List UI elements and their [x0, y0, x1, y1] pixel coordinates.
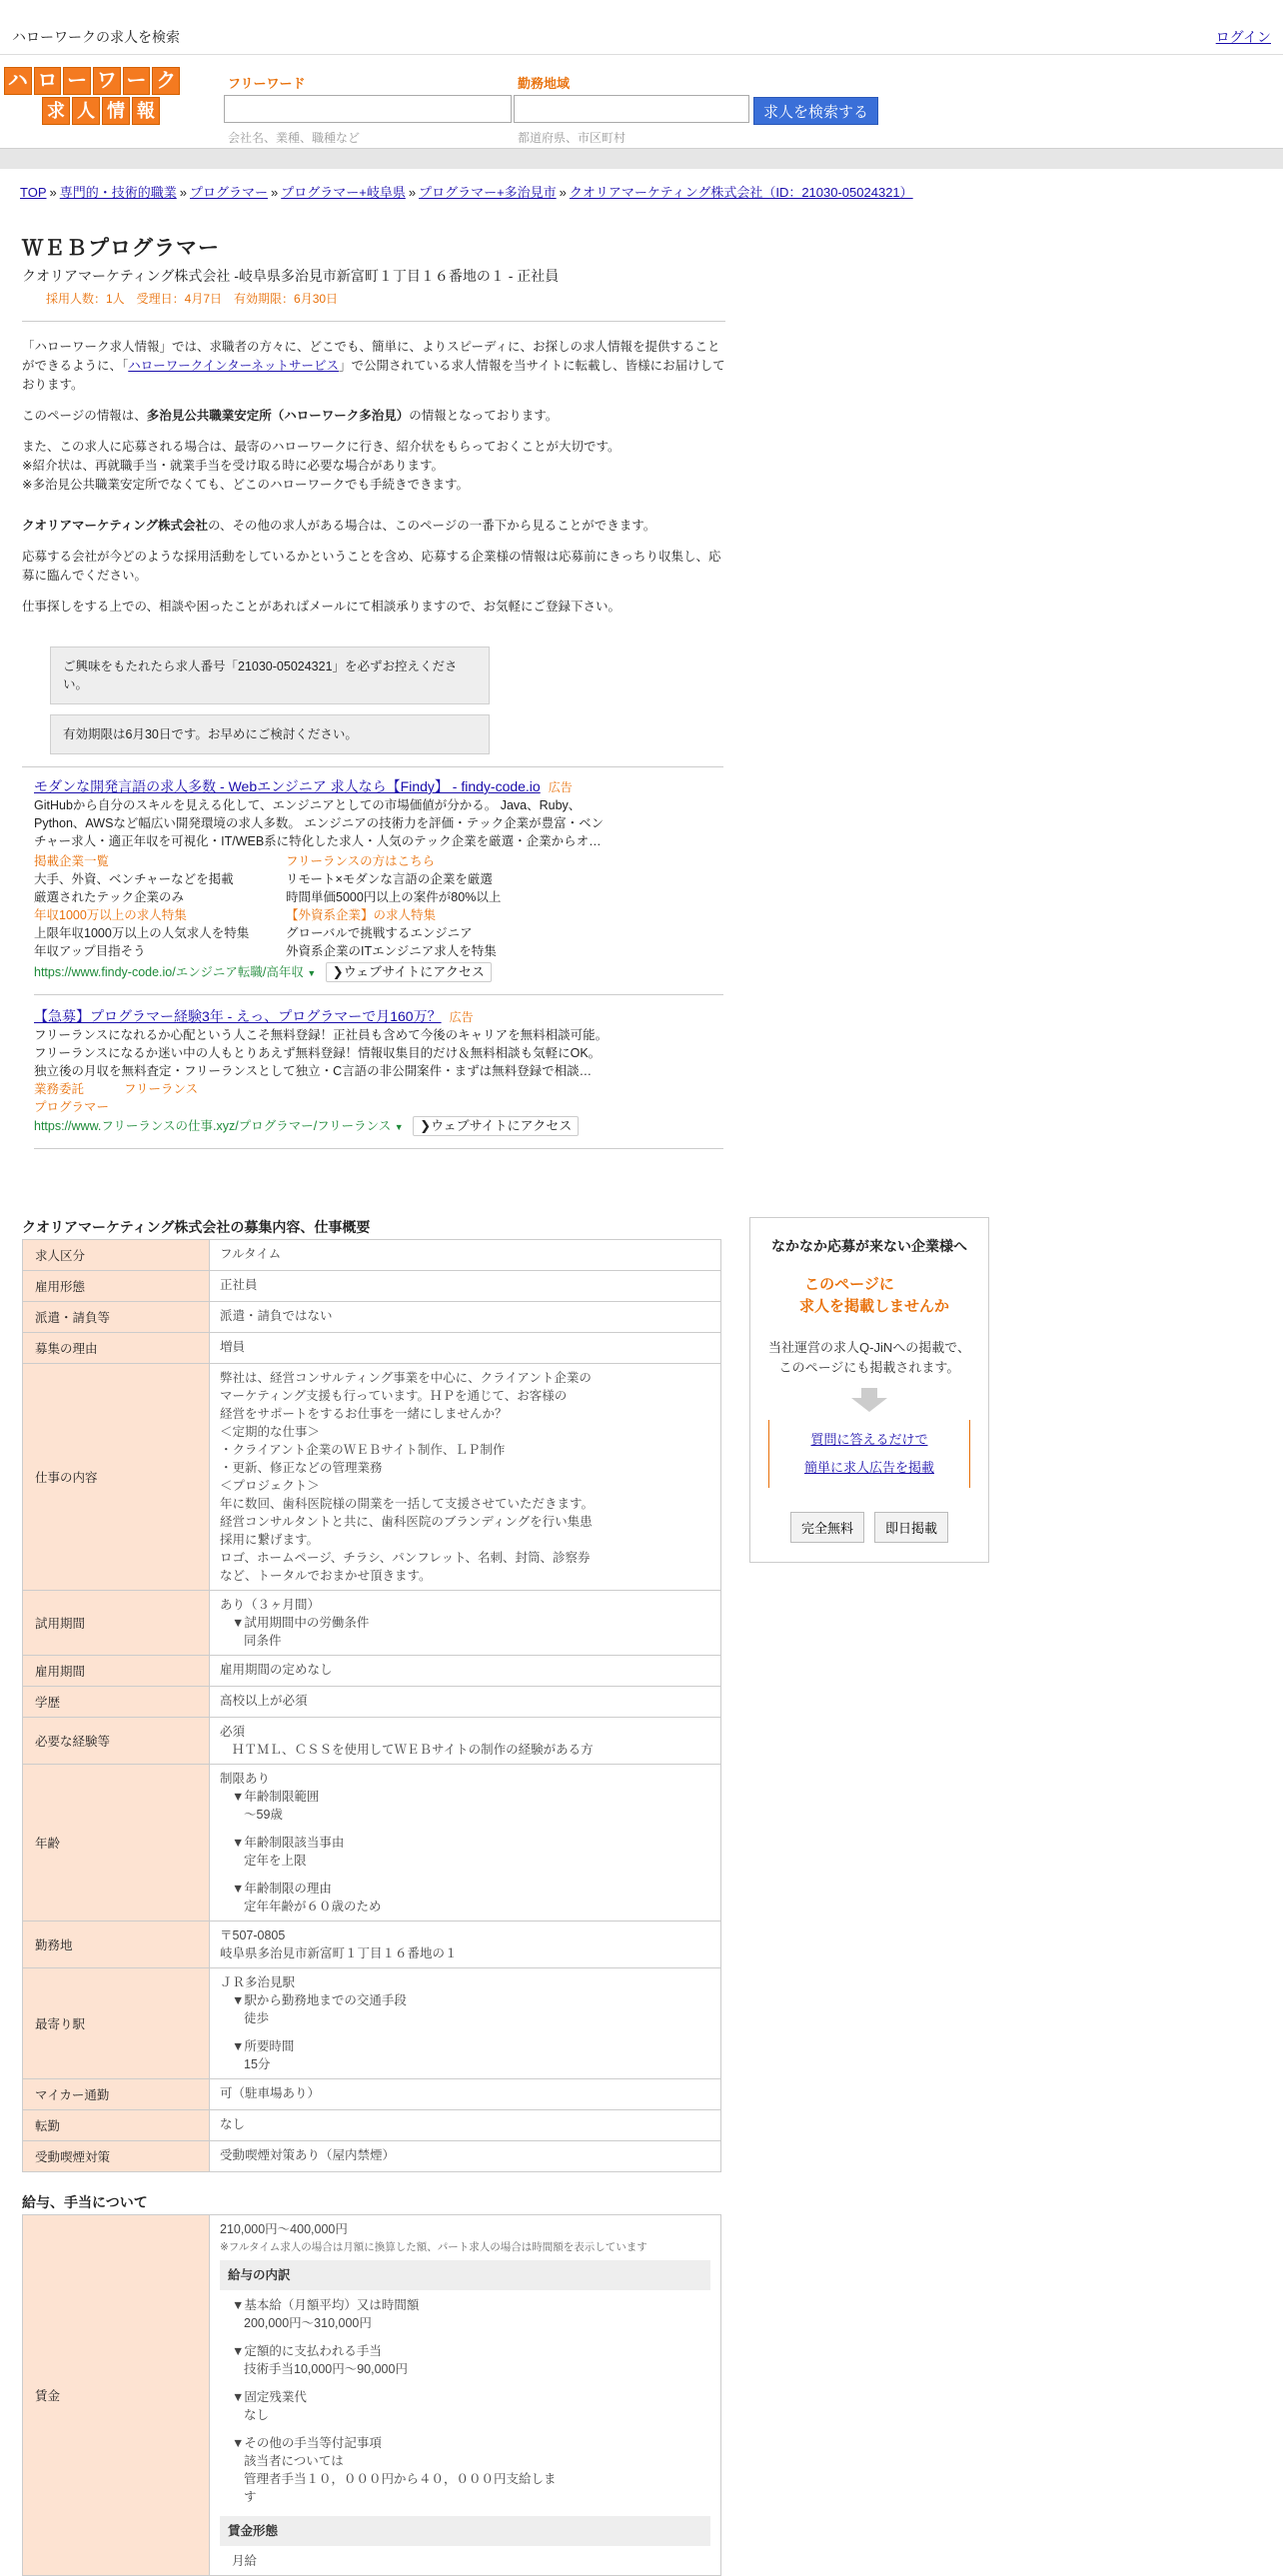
value-line: 定年年齢が６０歳のため: [244, 1900, 382, 1914]
row-value: 派遣・請負ではない: [210, 1302, 721, 1333]
value-line: あり（３ヶ月間）: [220, 1598, 321, 1612]
salary-breakdown-heading: 給与の内訳: [220, 2260, 710, 2290]
breadcrumb-separator: »: [559, 185, 567, 200]
search-header: [0, 55, 1283, 147]
row-value: [210, 1591, 721, 1656]
postal-code: 〒507-0805: [220, 1929, 286, 1942]
table-row: [23, 2079, 721, 2110]
ad-title-link[interactable]: モダンな開発言語の求人多数 - Webエンジニア 求人なら【Findy】 - findy-code.io: [34, 778, 541, 794]
row-label: 転勤: [23, 2110, 210, 2141]
ad-desc-line: GitHubから自分のスキルを見える化して、エンジニアとしての市場価値が分かる。 Java、Ruby、: [34, 798, 582, 812]
ad-tag[interactable]: 業務委託: [34, 1082, 85, 1096]
row-label: 勤務地: [23, 1922, 210, 1968]
logo-char: ワ: [93, 67, 121, 95]
row-label: 試用期間: [23, 1591, 210, 1656]
sidebar-catch: [750, 1274, 988, 1318]
desc-line: ・更新、修正などの管理業務: [220, 1461, 383, 1475]
divider: [22, 321, 725, 322]
row-label: 雇用形態: [23, 1271, 210, 1302]
sitelink-line: 大手、外資、ベンチャーなどを掲載: [34, 872, 234, 886]
ad-url[interactable]: https://www.findy-code.io/エンジニア転職/高年収: [34, 965, 304, 979]
table-row: [23, 1271, 721, 1302]
row-value: [210, 1718, 721, 1765]
desc-line: 経営をサポートをするお仕事を一緒にしませんか？: [220, 1407, 508, 1421]
sidebar-links: [768, 1420, 970, 1488]
value-line: 必須: [220, 1725, 246, 1739]
value-line: 200,000円〜310,000円: [244, 2316, 372, 2330]
main-content: [22, 232, 725, 2576]
desc-line: ＜プロジェクト＞: [220, 1479, 320, 1493]
visit-label: ウェブサイトにアクセス: [431, 1118, 573, 1133]
value-line: 徒歩: [244, 2011, 270, 2025]
table-row: [23, 1364, 721, 1591]
breadcrumb-separator: »: [179, 185, 187, 200]
ad-description: [34, 796, 719, 850]
logo-char: 求: [42, 97, 70, 125]
value-line: 定年を上限: [244, 1854, 307, 1868]
value-line: 月給: [232, 2554, 258, 2568]
value-subheading: ▼年齢制限の理由: [232, 1882, 332, 1896]
desc-line: ロゴ、ホームページ、チラシ、パンフレット、名刺、封筒、診察券: [220, 1551, 591, 1565]
advertise-sidebar: [749, 1217, 989, 1563]
sitelink-line: 厳選されたテック企業のみ: [34, 890, 185, 904]
sitelink-heading: フリーランスの方はこちら: [286, 854, 436, 868]
desc-line: 弊社は、経営コンサルティング事業を中心に、クライアント企業の: [220, 1371, 592, 1385]
row-value: なし: [210, 2110, 721, 2141]
desc-line: マーケティング支援も行っています。ＨＰを通じて、お客様の: [220, 1389, 568, 1403]
sidebar-link-question[interactable]: 質問に答えるだけで: [810, 1432, 928, 1447]
keyword-input[interactable]: [224, 95, 512, 123]
row-value: 正社員: [210, 1271, 721, 1302]
consult-paragraph: 仕事探しをする上での、相談や困ったことがあればメールにて相談承りますので、お気軽にご登録下さい。: [22, 600, 622, 614]
ad-label: 広告: [449, 1010, 474, 1024]
ad-description: [34, 1026, 719, 1080]
row-value: 受動喫煙対策あり（屋内禁煙）: [210, 2141, 721, 2172]
row-label: マイカー通勤: [23, 2079, 210, 2110]
down-arrow-icon: [750, 1388, 988, 1412]
desc-line: など、トータルでおまかせ頂きます。: [220, 1569, 432, 1583]
row-label: 必要な経験等: [23, 1718, 210, 1765]
table-row: [23, 1240, 721, 1271]
row-label: 学歴: [23, 1687, 210, 1718]
desc-line: 経営コンサルタントと共に、歯科医院のブランディングを行い集患: [220, 1515, 593, 1529]
job-meta: 採用人数：1人 受理日：4月7日 有効期限：6月30日: [46, 292, 339, 306]
salary-value: [210, 2215, 721, 2576]
table-row: [23, 2110, 721, 2141]
ad-sitelink[interactable]: [34, 906, 286, 960]
hellowork-logo[interactable]: [4, 67, 180, 125]
breadcrumb-prefecture[interactable]: プログラマー+岐阜県: [281, 185, 406, 200]
ad-desc-line: フリーランスになれるか心配という人こそ無料登録！正社員も含めて今後のキャリアを無料相談可能。: [34, 1028, 609, 1042]
value-line: 同条件: [244, 1634, 282, 1648]
referral-paragraph: [22, 438, 725, 495]
office-text: の情報となっております。: [409, 409, 559, 423]
value-subheading: ▼所要時間: [232, 2039, 295, 2053]
row-label: 受動喫煙対策: [23, 2141, 210, 2172]
breadcrumb-separator: »: [408, 185, 417, 200]
sitelink-heading: 年収1000万以上の求人特集: [34, 908, 187, 922]
table-row: [23, 1333, 721, 1364]
row-value: [210, 1968, 721, 2079]
row-label: 募集の理由: [23, 1333, 210, 1364]
table-row: [23, 1718, 721, 1765]
intro-text: 「ハローワーク求人情報」では、求職者の方々に、どこでも、簡単に、よりスピーディに、お探しの求人情報を提供することができるように、「: [22, 340, 720, 373]
visit-label: ウェブサイトにアクセス: [343, 964, 485, 979]
area-label: 勤務地域: [518, 76, 571, 91]
row-label: 最寄り駅: [23, 1968, 210, 2079]
top-bar: [0, 0, 1283, 55]
sidebar-text-line: このページにも掲載されます。: [778, 1360, 960, 1375]
table-row: [23, 1968, 721, 2079]
site-title: ハローワークの求人を検索: [12, 29, 180, 45]
sitelink-heading: 掲載企業一覧: [34, 854, 110, 868]
ad-desc-line: フリーランスになるか迷い中の人もとりあえず無料登録！情報収集目的だけ＆無料相談も気軽にOK。: [34, 1046, 602, 1060]
value-subheading: ▼年齢制限範囲: [232, 1790, 320, 1804]
ad-tag[interactable]: プログラマー: [34, 1100, 110, 1114]
sitelink-line: 時間単価5000円以上の案件が80%以上: [286, 890, 502, 904]
intro-paragraph: [22, 338, 725, 395]
row-label: 年齢: [23, 1765, 210, 1922]
value-line: 該当者については: [244, 2454, 344, 2468]
value-subheading: ▼定額的に支払われる手当: [232, 2344, 382, 2358]
sitelink-line: 上限年収1000万以上の人気求人を特集: [34, 926, 250, 940]
row-label: 求人区分: [23, 1240, 210, 1271]
job-details-title: クオリアマーケティング株式会社の募集内容、仕事概要: [22, 1219, 371, 1235]
ad-divider: [34, 994, 723, 995]
office-name: 多治見公共職業安定所（ハローワーク多治見）: [146, 409, 410, 423]
sidebar-text: [750, 1338, 988, 1378]
salary-table: [22, 2214, 721, 2576]
same-day-button[interactable]: 即日掲載: [874, 1512, 948, 1543]
row-value: 雇用期間の定めなし: [210, 1656, 721, 1687]
ad-sitelinks: [34, 852, 719, 960]
office-paragraph: [22, 407, 725, 426]
job-title: ＷＥＢプログラマー: [22, 237, 220, 260]
ad-desc-line: 独立後の月収を無料査定・フリーランスとして独立・C言語の非公開案件・まずは無料登録で相談…: [34, 1064, 593, 1078]
breadcrumb-city[interactable]: プログラマー+多治見市: [419, 185, 557, 200]
sitelink-heading: 【外資系企業】の求人特集: [286, 908, 437, 922]
visit-site-button[interactable]: [326, 962, 492, 982]
ad-title-link[interactable]: 【急募】プログラマー経験3年 - えっ、プログラマーで月160万？: [34, 1008, 442, 1024]
row-label: 派遣・請負等: [23, 1302, 210, 1333]
job-details-table: [22, 1239, 721, 2172]
keyword-hint: 会社名、業種、職種など: [228, 131, 361, 145]
chevron-right-icon: ❯: [332, 964, 344, 979]
table-row: [23, 1302, 721, 1333]
salary-form-heading: 賃金形態: [220, 2516, 710, 2546]
ad-divider: [34, 1148, 723, 1149]
table-row: [23, 2215, 721, 2576]
salary-range: 210,000円〜400,000円: [220, 2222, 348, 2236]
ad-sitelink[interactable]: [286, 852, 586, 906]
sitelink-line: リモート×モダンな言語の企業を厳選: [286, 872, 493, 886]
value-line: 15分: [244, 2057, 271, 2071]
value-line: す: [244, 2490, 257, 2504]
row-value: 高校以上が必須: [210, 1687, 721, 1718]
office-text: このページの情報は、: [22, 409, 147, 423]
dropdown-icon[interactable]: ▼: [307, 968, 317, 978]
value-line: ＪＲ多治見駅: [220, 1975, 296, 1989]
ad-block: [34, 777, 719, 982]
logo-char: 情: [102, 97, 130, 125]
divider: [22, 766, 723, 767]
advice-paragraph: 応募する会社が今どのような採用活動をしているかということを含め、応募する企業様の情報は応募前にきっちり収集し、応募に臨んでください。: [22, 550, 721, 583]
value-line: 管理者手当１０，０００円から４０，０００円支給しま: [244, 2472, 557, 2486]
dropdown-icon[interactable]: ▼: [394, 1122, 404, 1132]
logo-char: 報: [132, 97, 160, 125]
value-line: なし: [244, 2408, 270, 2422]
sidebar-text-line: 当社運営の求人Q-JiNへの掲載で、: [768, 1340, 970, 1355]
sidebar-catch-line: 求人を掲載しませんか: [798, 1298, 949, 1315]
table-row: [23, 1765, 721, 1922]
ad-desc-line: チャー求人・適正年収を可視化・IT/WEB系に特化した求人・人気のテック企業を厳選・企業からオ…: [34, 834, 602, 848]
sitelink-line: グローバルで挑戦するエンジニア: [286, 926, 473, 940]
company-name: クオリアマーケティング株式会社: [22, 519, 209, 533]
logo-char: ー: [63, 67, 91, 95]
ad-desc-line: Python、AWSなど幅広い開発環境の求人多数。 エンジニアの技術力を評価・テック企業が豊富・ベン: [34, 816, 605, 830]
value-line: ＨＴＭＬ、ＣＳＳを使用してＷＥＢサイトの制作の経験がある方: [232, 1743, 594, 1757]
value-line: 技術手当10,000円〜90,000円: [244, 2362, 408, 2376]
row-value: [210, 1922, 721, 1968]
row-label: 雇用期間: [23, 1656, 210, 1687]
table-row: [23, 1922, 721, 1968]
sitelink-line: 外資系企業のITエンジニア求人を特集: [286, 944, 497, 958]
sitelink-line: 年収アップ目指そう: [34, 944, 146, 958]
free-button[interactable]: 完全無料: [790, 1512, 864, 1543]
referral-line: また、この求人に応募される場合は、最寄のハローワークに行き、紹介状をもらっておくことが大切です。: [22, 440, 621, 454]
ad-url[interactable]: https://www.フリーランスの仕事.xyz/プログラマー/フリーランス: [34, 1119, 392, 1133]
visit-site-button[interactable]: [413, 1116, 579, 1136]
table-row: [23, 1591, 721, 1656]
value-subheading: ▼年齢制限該当事由: [232, 1836, 345, 1850]
breadcrumb: [20, 182, 913, 201]
ad-label: 広告: [548, 780, 573, 794]
ad-sitelink[interactable]: [286, 906, 586, 960]
table-row: [23, 1656, 721, 1687]
breadcrumb-top[interactable]: TOP: [20, 185, 47, 200]
ad-sitelink[interactable]: [34, 852, 286, 906]
search-button[interactable]: 求人を検索する: [753, 97, 878, 125]
header-divider: [0, 148, 1283, 169]
job-subtitle: クオリアマーケティング株式会社 -岐阜県多治見市新富町１丁目１６番地の１ - 正社員: [22, 268, 560, 284]
desc-line: 採用に繋げます。: [220, 1533, 320, 1547]
table-row: [23, 2141, 721, 2172]
value-line: 〜59歳: [244, 1808, 283, 1822]
referral-line: ※多治見公共職業安定所でなくても、どこのハローワークでも手続きできます。: [22, 478, 469, 492]
job-number-notice: ご興味をもたれたら求人番号「21030-05024321」を必ずお控えください。: [50, 646, 490, 704]
salary-note: ※フルタイム求人の場合は月額に換算した額、パート求人の場合は時間額を表示しています: [220, 2241, 647, 2253]
table-row: [23, 1687, 721, 1718]
value-subheading: ▼駅から勤務地までの交通手段: [232, 1993, 407, 2007]
row-value: フルタイム: [210, 1240, 721, 1271]
sidebar-catch-line: このページに: [804, 1276, 894, 1293]
expiry-notice: 有効期限は6月30日です。お早めにご検討ください。: [50, 714, 490, 754]
row-label: 賃金: [23, 2215, 210, 2576]
sidebar-buttons: [750, 1512, 988, 1543]
value-line: 制限あり: [220, 1772, 271, 1786]
value-subheading: ▼その他の手当等付記事項: [232, 2436, 382, 2450]
referral-line: ※紹介状は、再就職手当・就業手当を受け取る時に必要な場合があります。: [22, 459, 444, 473]
company-other-text: の、その他の求人がある場合は、このページの一番下から見ることができます。: [208, 519, 656, 533]
ad-tag[interactable]: フリーランス: [124, 1082, 199, 1096]
row-value: 可（駐車場あり）: [210, 2079, 721, 2110]
breadcrumb-category[interactable]: 専門的・技術的職業: [59, 185, 177, 200]
value-subheading: ▼基本給（月額平均）又は時間額: [232, 2298, 420, 2312]
sidebar-link-post[interactable]: 簡単に求人広告を掲載: [803, 1460, 934, 1475]
job-description: [210, 1364, 721, 1591]
logo-char: 人: [72, 97, 100, 125]
area-input[interactable]: [514, 95, 749, 123]
desc-line: ＜定期的な仕事＞: [220, 1425, 321, 1439]
ad-block: [34, 1007, 719, 1136]
logo-char: ロ: [34, 67, 62, 95]
logo-char: ー: [123, 67, 151, 95]
row-value: [210, 1765, 721, 1922]
sidebar-heading: なかなか応募が来ない企業様へ: [771, 1238, 967, 1254]
breadcrumb-occupation[interactable]: プログラマー: [189, 185, 268, 200]
breadcrumb-separator: »: [49, 185, 57, 200]
hellowork-internet-link[interactable]: ハローワークインターネットサービス: [128, 359, 340, 373]
area-hint: 都道府県、市区町村: [518, 131, 627, 145]
row-label: 仕事の内容: [23, 1364, 210, 1591]
ad-tags: [34, 1080, 719, 1116]
breadcrumb-company[interactable]: クオリアマーケティング株式会社（ID：21030-05024321）: [569, 185, 913, 200]
login-link[interactable]: ログイン: [1215, 29, 1271, 45]
keyword-label: フリーワード: [228, 76, 306, 91]
value-subheading: ▼固定残業代: [232, 2390, 307, 2404]
desc-line: ・クライアント企業のＷＥＢサイト制作、ＬＰ制作: [220, 1443, 506, 1457]
company-other-jobs: [22, 517, 725, 536]
intro-text: 」で公開されている求人情報を当サイトに転載し、皆様にお届けしております。: [22, 359, 725, 392]
row-value: 増員: [210, 1333, 721, 1364]
address: 岐阜県多治見市新富町１丁目１６番地の１: [220, 1946, 458, 1960]
salary-title: 給与、手当について: [22, 2194, 148, 2210]
desc-line: 年に数回、歯科医院様の開業を一括して支援させていただきます。: [220, 1497, 595, 1511]
logo-char: ク: [152, 67, 180, 95]
breadcrumb-separator: »: [271, 185, 279, 200]
value-subheading: ▼試用期間中の労働条件: [232, 1616, 370, 1630]
logo-char: ハ: [4, 67, 32, 95]
chevron-right-icon: ❯: [420, 1118, 432, 1133]
